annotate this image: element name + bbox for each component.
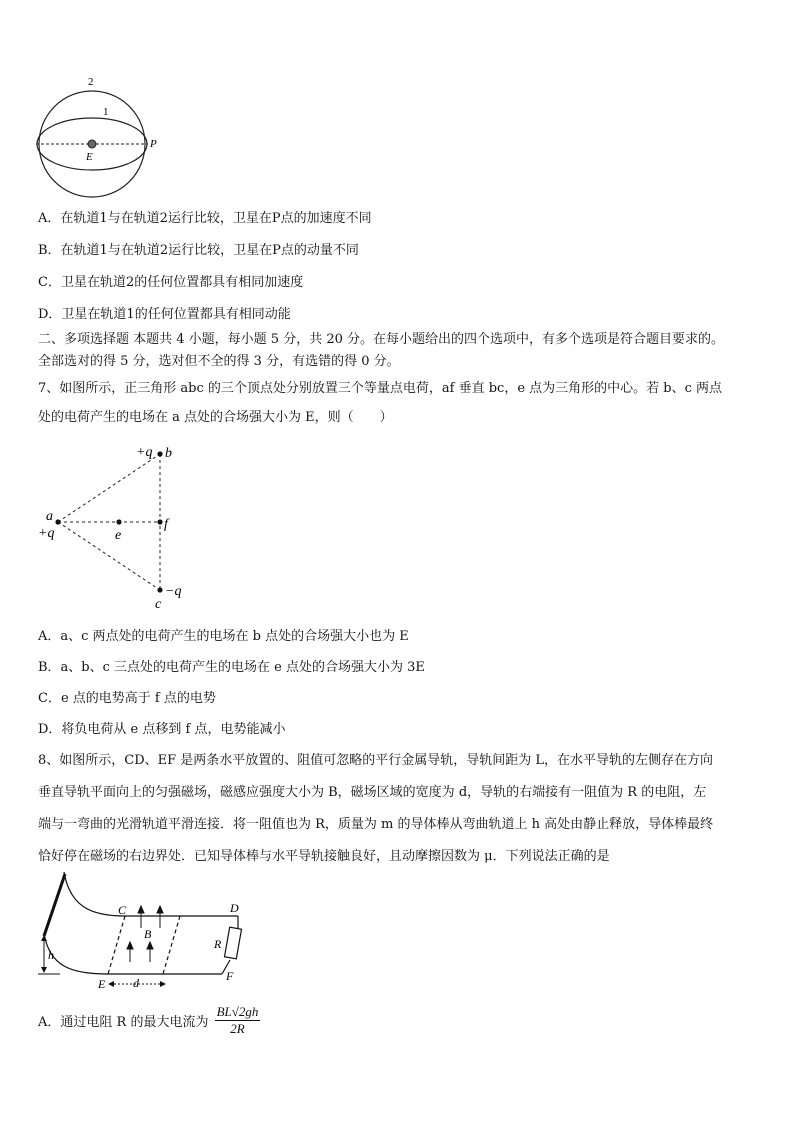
fraction-numerator: BL√2gh (216, 1004, 259, 1019)
e-label: e (115, 528, 122, 543)
point-e (116, 519, 121, 524)
curved-rail-back (64, 872, 125, 916)
width-arrow-right (160, 981, 166, 987)
width-arrow-left (108, 981, 114, 987)
b-label: b (165, 446, 172, 461)
point-a (55, 519, 60, 524)
q6-option-b: B．在轨道1与在轨道2运行比较，卫星在P点的动量不同 (38, 243, 359, 258)
c-charge-label: −q (165, 584, 182, 599)
q7-stem-line2: 处的电荷产生的电场在 a 点处的合场强大小为 E，则（ ） (38, 410, 393, 425)
q8-stem-line1: 8、如图所示，CD、EF 是两条水平放置的、阻值可忽略的平行金属导轨，导轨间距为 L，在水平导轨的左侧存在方向 (38, 753, 714, 768)
resistor (224, 927, 241, 959)
label-r: R (214, 937, 222, 951)
c-label: c (155, 597, 162, 612)
height-arrow-top (41, 935, 47, 941)
q7-stem-line1: 7、如图所示，正三角形 abc 的三个顶点处分别放置三个等量点电荷，af 垂直 bc，e 点为三角形的中心。若 b、c 两点 (38, 381, 723, 396)
label-h: h (48, 948, 54, 962)
triangle-charge-figure (30, 436, 200, 614)
section2-heading-line1: 二、多项选择题 本题共 4 小题，每小题 5 分，共 20 分。在每小题给出的四个选项中，有多个选项是符合题目要求的。 (38, 332, 725, 347)
field-left-boundary (108, 916, 125, 974)
fraction-denominator: 2R (230, 1021, 245, 1036)
point-p-label: P (150, 138, 157, 150)
q6-option-c: C．卫星在轨道2的任何位置都具有相同加速度 (38, 275, 304, 290)
q7-option-d: D．将负电荷从 e 点移到 f 点，电势能减小 (38, 722, 286, 737)
q8-stem-line2: 垂直导轨平面向上的匀强磁场，磁感应强度大小为 B，磁场区域的宽度为 d，导轨的右端接有一阻值为 R 的电阻，左 (38, 785, 707, 800)
q6-option-d: D．卫星在轨道1的任何位置都具有相同动能 (38, 307, 291, 322)
q7-option-a: A．a、c 两点处的电荷产生的电场在 b 点处的合场强大小也为 E (38, 629, 409, 644)
q8-stem-line3: 端与一弯曲的光滑轨道平滑连接．将一阻值也为 R，质量为 m 的导体棒从弯曲轨道上 h 高处由静止释放，导体棒最终 (38, 817, 714, 832)
f-label: f (164, 517, 168, 532)
orbit-figure (30, 72, 170, 200)
b-charge-label: +q (136, 445, 153, 460)
side-ab (58, 454, 160, 522)
label-b: B (144, 927, 152, 941)
q8-option-a-fraction (215, 1004, 261, 1037)
label-d-width: d (133, 976, 139, 990)
point-c (157, 587, 162, 592)
label-c: C (118, 903, 127, 917)
q7-option-b: B．a、b、c 三点处的电荷产生的电场在 e 点处的合场强大小为 3E (38, 660, 425, 675)
q8-option-a (38, 1004, 260, 1037)
rod-on-curve (44, 874, 65, 936)
earth-dot (88, 140, 96, 148)
side-ac (58, 522, 160, 590)
section2-heading-line2: 全部选对的得 5 分，选对但不全的得 3 分，有选错的得 0 分。 (38, 354, 400, 369)
q8-stem-line4: 恰好停在磁场的右边界处．已知导体棒与水平导轨接触良好，且动摩擦因数为 μ．下列说法正确的是 (38, 849, 610, 864)
label-d: D (230, 901, 239, 915)
label-f: F (226, 969, 234, 983)
rail-figure (30, 866, 260, 996)
field-right-boundary (163, 916, 180, 974)
orbit-1-label: 1 (103, 106, 109, 118)
earth-label: E (86, 151, 93, 163)
a-charge-label: +q (38, 526, 55, 541)
q7-option-c: C．e 点的电势高于 f 点的电势 (38, 691, 216, 706)
a-label: a (46, 509, 53, 524)
q8-option-a-text: A．通过电阻 R 的最大电流为 (38, 1015, 209, 1030)
point-f (157, 519, 162, 524)
point-b (157, 451, 162, 456)
label-e: E (98, 977, 106, 991)
q6-option-a: A．在轨道1与在轨道2运行比较，卫星在P点的加速度不同 (38, 211, 372, 226)
orbit-2-label: 2 (88, 76, 94, 88)
height-arrow-bottom (41, 967, 47, 973)
